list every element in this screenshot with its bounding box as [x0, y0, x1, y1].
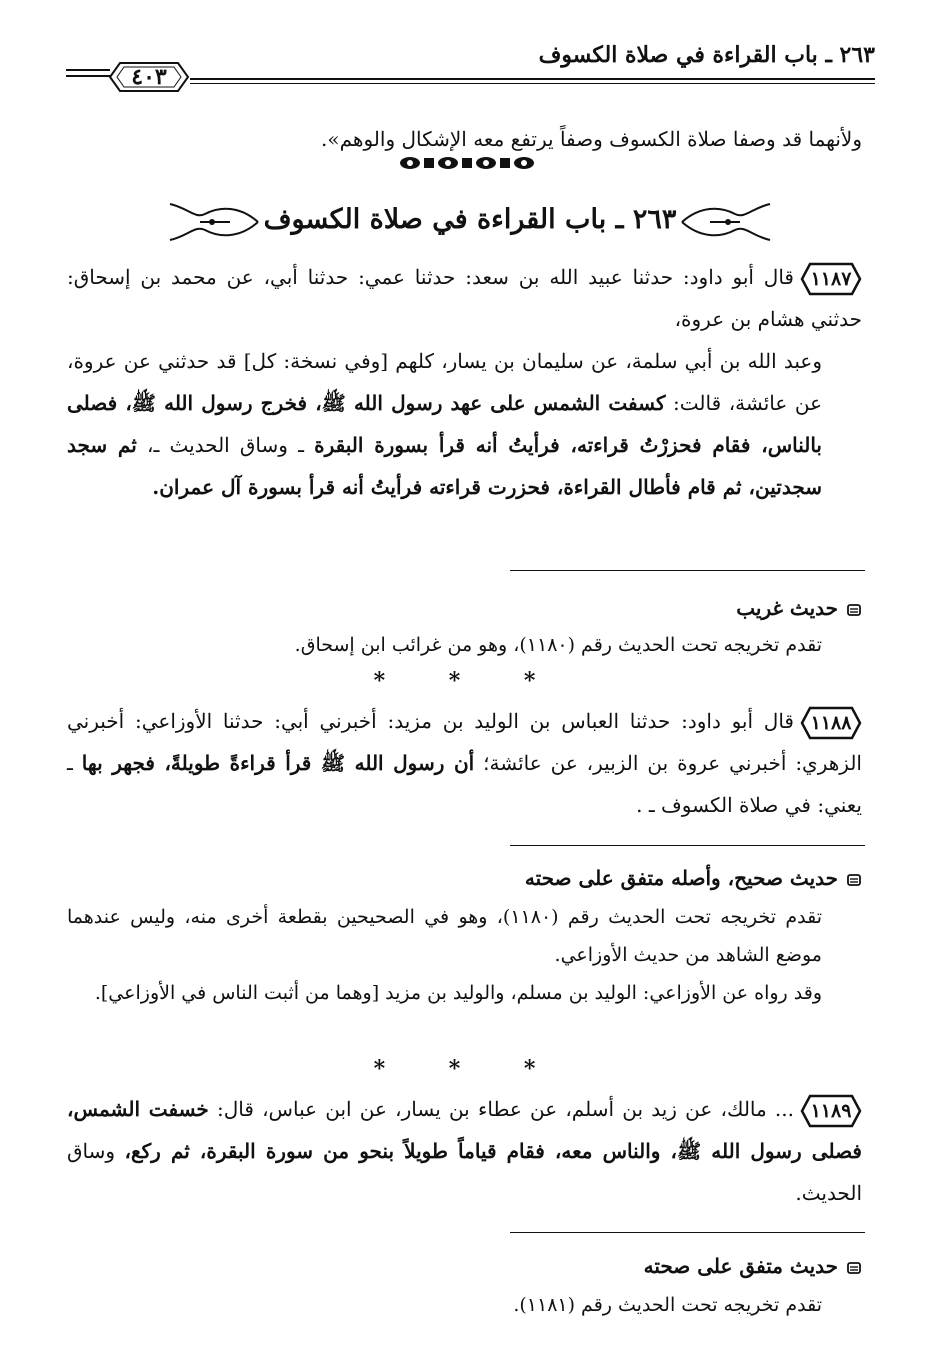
grade-1187 [736, 592, 862, 624]
grade-1188 [525, 862, 862, 894]
section-divider-ornament-icon [398, 154, 538, 172]
hadith-1187-aside: ـ وساق الحديث ـ، [146, 433, 304, 457]
grade-1188-title: حديث صحيح، وأصله متفق على صحته [524, 866, 838, 890]
hadith-1188-isnad: قال أبو داود: حدثنا العباس بن الوليد بن مزيد: أخبرني أبي: حدثنا الأوزاعي: أخبرني الزهري: أخبرني عروة بن الزبير، عن عائشة؛ [67, 709, 862, 775]
page-number: ٤٠٣ [131, 64, 167, 90]
grade-1189-title: حديث متفق على صحته [643, 1254, 838, 1278]
chapter-ornament-left-icon [165, 200, 260, 244]
hadith-1189-isnad: ... مالك، عن زيد بن أسلم، عن عطاء بن يسار، عن ابن عباس، قال: [216, 1097, 794, 1121]
grade-1188-note-1: تقدم تخريجه تحت الحديث رقم (١١٨٠)، وهو في الصحيحين بقطعة أخرى منه، وليس عندهما موضع الشاهد من حديث الأوزاعي. [67, 906, 822, 966]
footnote-rule [510, 1232, 865, 1233]
chapter-title: ٢٦٣ ـ باب القراءة في صلاة الكسوف [263, 204, 677, 235]
hadith-1187-matn-b: ثم سجد سجدتين، ثم قام فأطال القراءة، فحزرت قراءته فرأيتُ أنه قرأ بسورة آل عمران. [67, 433, 822, 499]
running-title: ٢٦٣ ـ باب القراءة في صلاة الكسوف [538, 42, 875, 68]
footnote-rule [510, 570, 865, 571]
hadith-1189-matn: خسفت الشمس، فصلى رسول الله ﷺ، والناس معه، فقام قياماً طويلاً بنحو من سورة البقرة، ثم ركع، [67, 1097, 862, 1163]
grade-1187-note: تقدم تخريجه تحت الحديث رقم (١١٨٠)، وهو من غرائب ابن إسحاق. [294, 634, 822, 656]
grade-1189 [644, 1250, 862, 1282]
hadith-number-badge [800, 706, 862, 740]
hadith-1189 [67, 1088, 862, 1214]
hadith-1187-body [67, 340, 862, 508]
hadith-number: ١١٨٧ [810, 267, 852, 290]
book-bullet-icon [846, 1260, 862, 1276]
page-header [70, 38, 875, 98]
grade-1189-note: تقدم تخريجه تحت الحديث رقم (١١٨١). [513, 1294, 822, 1316]
separator-stars: * * * [373, 668, 564, 694]
hadith-1188-matn: أن رسول الله ﷺ قرأ قراءةً طويلةً، فجهر بها [81, 751, 475, 775]
book-bullet-icon [846, 872, 862, 888]
hadith-1189-aside: وساق الحديث. [67, 1139, 862, 1205]
grade-1187-title: حديث غريب [736, 596, 838, 620]
chapter-ornament-right-icon [680, 200, 775, 244]
hadith-number: ١١٨٨ [810, 711, 852, 734]
hadith-1187-matn-a: كسفت الشمس على عهد رسول الله ﷺ، فخرج رسول الله ﷺ، فصلى بالناس، فقام فحزرْتُ قراءته، فرأيتُ أنه قرأ بسورة البقرة [67, 391, 822, 457]
book-bullet-icon [846, 602, 862, 618]
header-rule [190, 78, 875, 80]
grade-1188-note-2: وقد رواه عن الأوزاعي: الوليد بن مسلم، والوليد بن مزيد [وهما من أثبت الناس في الأوزاعي]. [94, 982, 822, 1004]
separator-stars: * * * [373, 1056, 564, 1082]
hadith-number: ١١٨٩ [810, 1099, 852, 1122]
hadith-1188-aside: ـ يعني: في صلاة الكسوف ـ . [67, 751, 862, 817]
hadith-number-badge [800, 1094, 862, 1128]
hadith-1187-opening [67, 256, 862, 340]
header-ornament-icon [66, 66, 114, 80]
footnote-rule [510, 845, 865, 846]
header-rule-thin [190, 83, 875, 84]
page-number-badge [108, 60, 190, 94]
hadith-1188 [67, 700, 862, 826]
hadith-number-badge [800, 262, 862, 296]
intro-sentence: ولأنهما قد وصفا صلاة الكسوف وصفاً يرتفع معه الإشكال والوهم». [321, 127, 862, 151]
hadith-1187-isnad: قال أبو داود: حدثنا عبيد الله بن سعد: حدثنا عمي: حدثنا أبي، عن محمد بن إسحاق: حدثني هشام بن عروة، [67, 265, 862, 331]
hadith-1187-isnad-cont: وعبد الله بن أبي سلمة، عن سليمان بن يسار، كلهم [وفي نسخة: كل] قد حدثني عن عروة، عن عائشة، قالت: [67, 349, 822, 415]
